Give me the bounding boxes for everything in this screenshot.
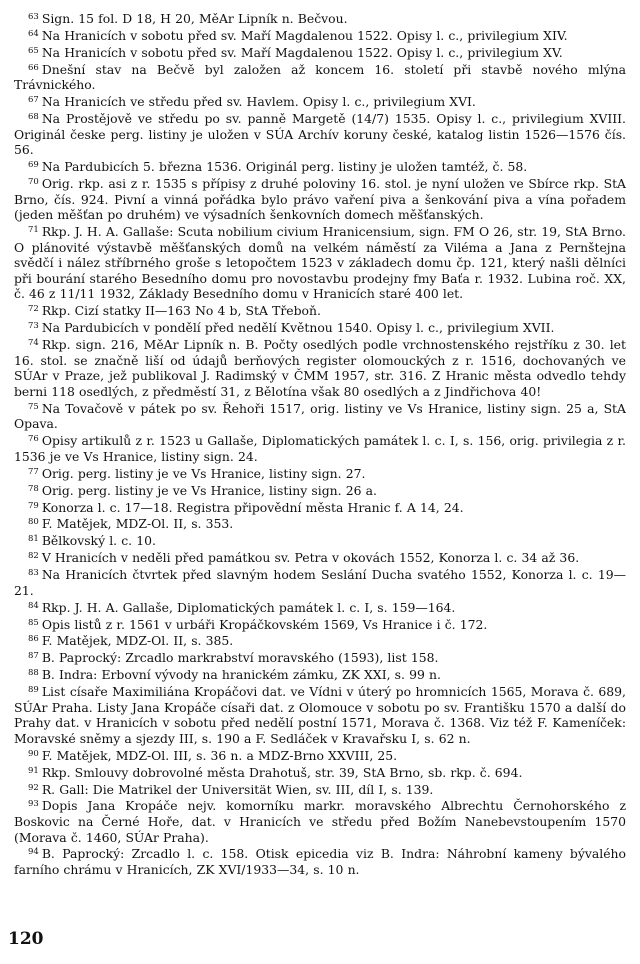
footnote-number: 93 — [28, 799, 39, 810]
footnote-text: F. Matějek, MDZ-Ol. II, s. 353. — [41, 516, 234, 532]
footnote-number: 88 — [28, 668, 39, 679]
footnote-number: 84 — [28, 600, 39, 611]
footnote — [14, 466, 626, 482]
footnote-number: 68 — [28, 112, 39, 123]
footnote-number: 83 — [28, 568, 39, 579]
footnote — [14, 483, 626, 499]
footnote-text: V Hranicích v neděli před památkou sv. Petra v okovách 1552, Konorza l. c. 34 až 36. — [41, 550, 580, 566]
footnote — [14, 765, 626, 781]
footnote-text: Na Prostějově ve středu po sv. panně Margetě (14/7) 1535. Opisy l. c., privilegium XVIII. Originál česke perg. listiny je uložen v SÚA Archív koruny české, katalog listin 1526—1576 čís. 56. — [14, 111, 626, 158]
footnote — [14, 433, 626, 464]
footnote-number: 80 — [28, 517, 39, 528]
footnote-text: Orig. rkp. asi z r. 1535 s přípisy z druhé poloviny 16. stol. je nyní uložen ve Sbírce rkp. StA Brno, čís. 924. Pivní a vinná pořádka bylo právo vaření piva a šenkování piva a vína pořadem (jeden měšťan po druhém) ve výsadních šenkovních domech měšťanských. — [14, 176, 626, 223]
footnote-number: 66 — [28, 62, 39, 73]
footnote — [14, 320, 626, 336]
footnote — [14, 516, 626, 532]
footnote-number: 65 — [28, 45, 39, 56]
footnote — [14, 176, 626, 223]
footnote-number: 77 — [28, 466, 39, 477]
footnote — [14, 633, 626, 649]
footnote — [14, 62, 626, 93]
footnote-number: 71 — [28, 225, 39, 236]
footnote-text: Rkp. sign. 216, MěAr Lipník n. B. Počty osedlých podle vrchnostenského rejstříku z 30. let 16. stol. se značně liší od údajů berňových register olomouckých z r. 1516, dochovaných ve SÚAr v Praze, jež publikoval J. Radimský v ČMM 1957, str. 316. Z Hranic města odvedlo tehdy berni 118 osedlých, z předměstí 31, z Bělotína však 80 osedlých a z Jindřichova 40! — [14, 337, 626, 399]
footnote-number: 64 — [28, 28, 39, 39]
footnote-number: 86 — [28, 634, 39, 645]
footnote-text: Rkp. J. H. A. Gallaše: Scuta nobilium civium Hranicensium, sign. FM O 26, str. 19, StA Brno. O plánovité výstavbě měšťanských domů na velkém náměstí za Viléma a Jana z Pernštejna svědčí i nález stříbrného groše s letopočtem 1523 v základech domu čp. 121, který našli dělníci při bourání starého Besedního domu pro novostavbu prodejny fmy Baťa r. 1932. Lubina roč. XX, č. 46 z 11/11 1932, Základy Besedního domu v Hranicích staré 400 let. — [14, 224, 626, 302]
footnote — [14, 667, 626, 683]
footnote-text: R. Gall: Die Matrikel der Universität Wien, sv. III, díl I, s. 139. — [41, 781, 434, 797]
footnote-text: Konorza l. c. 17—18. Registra připovědní města Hranic f. A 14, 24. — [41, 499, 464, 515]
footnote-number: 72 — [28, 304, 39, 315]
footnote-number: 85 — [28, 617, 39, 628]
footnote-text: Na Pardubicích v pondělí před nedělí Květnou 1540. Opisy l. c., privilegium XVII. — [41, 320, 555, 336]
footnote-text: Orig. perg. listiny je ve Vs Hranice, listiny sign. 27. — [41, 465, 366, 481]
footnote — [14, 617, 626, 633]
footnote-text: Dnešní stav na Bečvě byl založen až koncem 16. století při stavbě nového mlýna Trávnického. — [14, 61, 626, 93]
footnote-number: 78 — [28, 483, 39, 494]
footnote-number: 92 — [28, 782, 39, 793]
footnote-number: 74 — [28, 338, 39, 349]
footnote-text: F. Matějek, MDZ-Ol. III, s. 36 n. a MDZ-Brno XXVIII, 25. — [41, 747, 398, 763]
footnote-text: Dopis Jana Kropáče nejv. komorníku markr. moravského Albrechtu Černohorského z Boskovic na Černé Hoře, dat. v Hranicích ve středu před Božím Nanebevstoupením 1570 (Morava č. 1460, SÚAr Praha). — [14, 798, 626, 845]
footnote-number: 67 — [28, 95, 39, 106]
footnote — [14, 94, 626, 110]
footnote-text: Opis listů z r. 1561 v urbáři Kropáčkovském 1569, Vs Hranice i č. 172. — [41, 616, 488, 632]
footnote-number: 76 — [28, 434, 39, 445]
footnote-text: Na Hranicích v sobotu před sv. Maří Magdalenou 1522. Opisy l. c., privilegium XIV. — [41, 27, 568, 43]
footnote-number: 73 — [28, 321, 39, 332]
footnote — [14, 550, 626, 566]
footnote — [14, 567, 626, 598]
footnote — [14, 748, 626, 764]
footnote-number: 70 — [28, 177, 39, 188]
footnote — [14, 500, 626, 516]
footnote — [14, 159, 626, 175]
page-number: 120 — [8, 929, 44, 949]
footnote-number: 89 — [28, 685, 39, 696]
footnote-number: 90 — [28, 748, 39, 759]
footnote-text: B. Paprocký: Zrcadlo l. c. 158. Otisk epicedia viz B. Indra: Náhrobní kameny bývalého farního chrámu v Hranicích, ZK XVI/1933—34, s. 10 n. — [14, 846, 626, 878]
footnote-text: B. Indra: Erbovní vývody na hranickém zámku, ZK XXI, s. 99 n. — [41, 667, 441, 683]
footnote — [14, 45, 626, 61]
footnote-number: 91 — [28, 765, 39, 776]
footnote-number: 82 — [28, 551, 39, 562]
footnote-text: F. Matějek, MDZ-Ol. II, s. 385. — [41, 633, 234, 649]
footnote — [14, 337, 626, 399]
footnote-text: Na Pardubicích 5. března 1536. Originál perg. listiny je uložen tamtéž, č. 58. — [41, 159, 528, 175]
footnote — [14, 684, 626, 746]
footnote-text: Na Hranicích v sobotu před sv. Maří Magdalenou 1522. Opisy l. c., privilegium XV. — [41, 44, 563, 60]
footnote — [14, 303, 626, 319]
footnote — [14, 600, 626, 616]
footnote-number: 69 — [28, 160, 39, 171]
footnote-text: Bělkovský l. c. 10. — [41, 533, 156, 549]
footnote-number: 94 — [28, 847, 39, 858]
footnote — [14, 11, 626, 27]
footnote-number: 63 — [28, 12, 39, 22]
footnote-text: Sign. 15 fol. D 18, H 20, MěAr Lipník n. Bečvou. — [41, 11, 348, 26]
footnote-number: 75 — [28, 401, 39, 412]
footnote-number: 87 — [28, 651, 39, 662]
footnote — [14, 224, 626, 302]
footnote-text: List císaře Maximiliána Kropáčovi dat. ve Vídni v úterý po hromnicích 1565, Morava č. 689, SÚAr Praha. Listy Jana Kropáče císaři dat. z Olomouce v sobotu po sv. Františku 1570 a další do Prahy dat. v Hranicích v sobotu před nedělí postní 1571, Morava č. 1368. Viz též F. Kameníček: Moravské sněmy a sjezdy III, s. 190 a F. Sedláček v Kravařsku I, s. 62 n. — [14, 684, 626, 746]
footnote-text: B. Paprocký: Zrcadlo markrabství moravského (1593), list 158. — [41, 650, 439, 666]
footnote — [14, 111, 626, 158]
footnote-number: 79 — [28, 500, 39, 511]
footnote — [14, 28, 626, 44]
footnote-number: 81 — [28, 534, 39, 545]
footnote-text: Rkp. Smlouvy dobrovolné města Drahotuš, str. 39, StA Brno, sb. rkp. č. 694. — [41, 764, 523, 780]
footnote-text: Opisy artikulů z r. 1523 u Gallaše, Diplomatických památek l. c. I, s. 156, orig. privilegia z r. 1536 je ve Vs Hranice, listiny sign. 24. — [14, 433, 626, 464]
footnotes-list — [14, 11, 626, 878]
footnote-text: Na Tovačově v pátek po sv. Řehoři 1517, orig. listiny ve Vs Hranice, listiny sign. 25 a, StA Opava. — [14, 400, 626, 432]
footnote — [14, 782, 626, 798]
footnote-text: Na Hranicích ve středu před sv. Havlem. Opisy l. c., privilegium XVI. — [41, 94, 476, 110]
footnote-text: Na Hranicích čtvrtek před slavným hodem Seslání Ducha svatého 1552, Konorza l. c. 19—21. — [14, 567, 626, 598]
footnote — [14, 401, 626, 432]
footnote — [14, 798, 626, 845]
footnote — [14, 650, 626, 666]
footnote-text: Rkp. J. H. A. Gallaše, Diplomatických památek l. c. I, s. 159—164. — [41, 599, 456, 615]
footnote — [14, 533, 626, 549]
footnote — [14, 846, 626, 877]
footnote-text: Orig. perg. listiny je ve Vs Hranice, listiny sign. 26 a. — [41, 482, 377, 498]
footnote-text: Rkp. Cizí statky II—163 No 4 b, StA Třeboň. — [41, 303, 321, 319]
